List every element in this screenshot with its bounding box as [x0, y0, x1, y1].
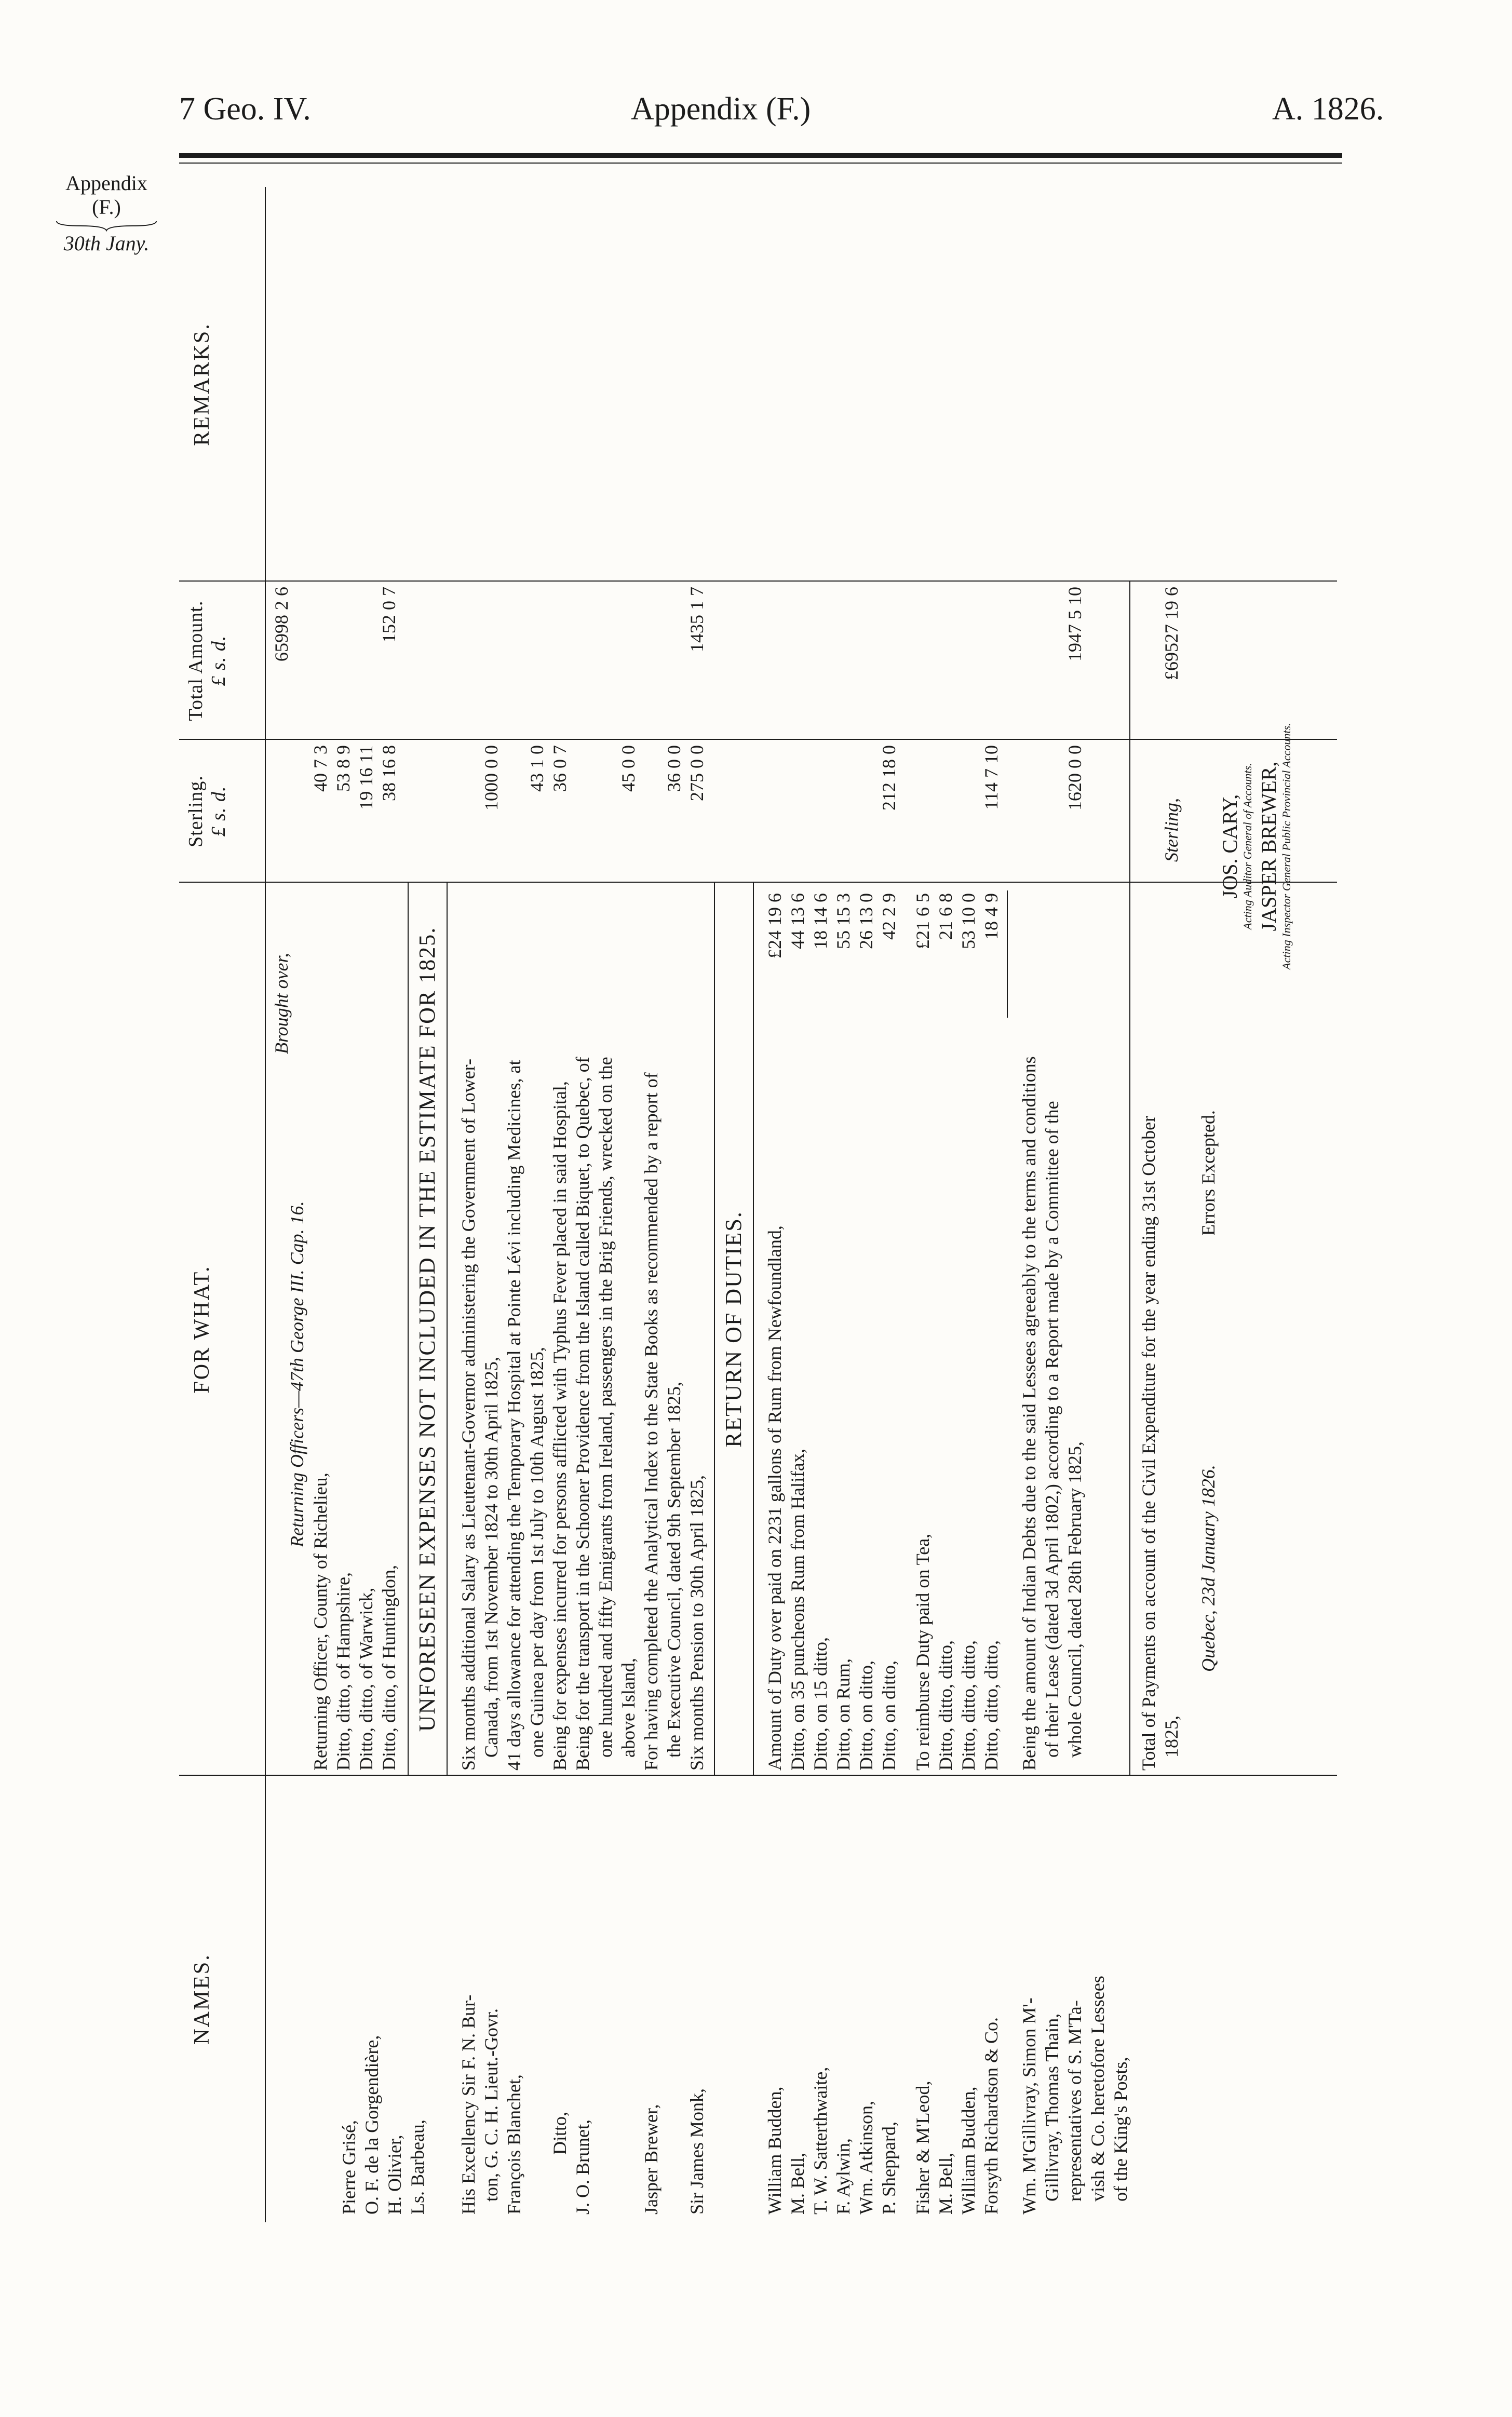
grand-total-label: 1825, [1161, 1716, 1182, 1758]
section-rule [714, 883, 715, 1776]
unforeseen-sterling: 43 1 0 [526, 745, 547, 792]
signature-name-2: JASPER BREWER, [1257, 761, 1280, 931]
unforeseen-desc: the Executive Council, dated 9th September 1825, [664, 1382, 684, 1758]
unforeseen-name: His Excellency Sir F. N. Bur- [458, 1994, 479, 2215]
returning-name: Ls. Barbeau, [407, 2119, 428, 2215]
unforeseen-desc: one hundred and fifty Emigrants from Ireland, passengers in the Brig Friends, wrecked on the [595, 1057, 616, 1758]
duties-desc: Ditto, on 35 puncheons Rum from Halifax, [787, 1449, 808, 1771]
duties-desc: Ditto, on ditto, [856, 1660, 876, 1771]
returning-sterling: 19 16 11 [356, 745, 376, 810]
col-divider [179, 882, 1337, 883]
unforeseen-sterling: 275 0 0 [686, 745, 707, 801]
returning-desc: Ditto, ditto, of Hampshire, [333, 1572, 354, 1771]
header-rule [179, 153, 1342, 158]
duties-name: P. Sheppard, [879, 2122, 899, 2215]
returning-name: H. Olivier, [384, 2135, 405, 2215]
unforeseen-name: Ditto, [549, 2111, 570, 2155]
unforeseen-desc: Being for expenses incurred for persons afflicted with Typhus Fever placed in said Hospital, [549, 1081, 570, 1771]
returning-name: Pierre Grisé, [339, 2120, 359, 2215]
unforeseen-sterling: 36 0 0 [664, 745, 684, 792]
duties-name: Forsyth Richardson & Co. [981, 2017, 1002, 2215]
duties-subamount: £21 6 5 [912, 893, 933, 949]
header-left: 7 Geo. IV. [179, 91, 311, 127]
duties-desc: Ditto, ditto, ditto, [935, 1640, 956, 1771]
unforeseen-heading: UNFORESEEN EXPENSES NOT INCLUDED IN THE ESTIMATE FOR 1825. [414, 926, 440, 1732]
returning-desc: Ditto, ditto, of Warwick, [356, 1587, 376, 1771]
total-rule [1129, 582, 1130, 1776]
col-header-for-what: FOR WHAT. [190, 1265, 214, 1394]
duties-subamount: 53 10 0 [958, 893, 979, 949]
unforeseen-sterling: 1000 0 0 [481, 745, 502, 811]
duties-subamount: 18 14 6 [810, 893, 831, 949]
unforeseen-name: J. O. Brunet, [572, 2119, 593, 2215]
returning-name: O. F. de la Gorgendière, [361, 2035, 382, 2215]
duties-subamount: £24 19 6 [764, 893, 785, 958]
duties-name: F. Aylwin, [833, 2138, 854, 2215]
unforeseen-desc: Six months Pension to 30th April 1825, [686, 1475, 707, 1771]
returning-total: 152 0 7 [379, 587, 399, 643]
signature-name-1: JOS. CARY, [1218, 794, 1241, 899]
duties-name: M. Bell, [935, 2152, 956, 2215]
duties-desc: Ditto, on ditto, [879, 1660, 899, 1771]
unforeseen-desc: one Guinea per day from 1st July to 10th August 1825, [526, 1347, 547, 1758]
duties-desc: Ditto, on Rum, [833, 1658, 854, 1771]
indian-desc: whole Council, dated 28th February 1825, [1064, 1441, 1085, 1758]
col-header-total [184, 582, 257, 740]
duties-subamount: 18 4 9 [981, 893, 1002, 940]
unforeseen-total: 1435 1 7 [686, 587, 707, 652]
indian-name: Gillivray, Thomas Thain, [1042, 2013, 1062, 2202]
duties-desc: Ditto, ditto, ditto, [981, 1640, 1002, 1771]
unforeseen-desc: Being for the transport in the Schooner Providence from the Island called Biquet, to Quebec, of [572, 1057, 593, 1771]
unforeseen-sterling: 45 0 0 [618, 745, 639, 792]
indian-desc: Being the amount of Indian Debts due to the said Lessees agreeably to the terms and conditions [1019, 1056, 1040, 1771]
margin-note-date: 30th Jany. [63, 232, 150, 255]
signature-title-1: Acting Auditor General of Accounts. [1241, 763, 1254, 930]
unforeseen-desc: Six months additional Salary as Lieutenant-Governor administering the Government of Lower- [458, 1059, 479, 1771]
duties-subamount: 55 15 3 [833, 893, 854, 949]
returning-sterling: 53 8 9 [333, 745, 354, 792]
duties-subamount: 42 2 9 [879, 893, 899, 940]
unforeseen-name: ton, G. C. H. Lieut.-Govr. [481, 2008, 502, 2202]
duties-name: Fisher & M'Leod, [912, 2081, 933, 2215]
duties-subamount: 21 6 8 [935, 893, 956, 940]
section-rule [447, 883, 448, 1776]
sterling-units: £ s. d. [208, 786, 230, 837]
col-header-remarks: REMARKS. [190, 322, 214, 446]
duties-name: Wm. Atkinson, [856, 2100, 876, 2215]
unforeseen-sterling: 36 0 7 [549, 745, 570, 792]
unforeseen-name: Jasper Brewer, [641, 2104, 662, 2215]
duties-desc: Ditto, on 15 ditto, [810, 1637, 831, 1771]
col-divider [179, 739, 1337, 740]
section-rule [753, 883, 754, 1776]
unforeseen-desc: Canada, from 1st November 1824 to 30th April 1825, [481, 1357, 502, 1758]
duties-name: William Budden, [958, 2086, 979, 2215]
indian-name: representatives of S. M'Ta- [1064, 2000, 1085, 2202]
returning-heading: Returning Officers—47th George III. Cap. 16. [287, 1201, 307, 1547]
header-right: A. 1826. [1272, 91, 1384, 127]
unforeseen-name: Sir James Monk, [686, 2088, 707, 2215]
returning-desc: Ditto, ditto, of Huntingdon, [379, 1565, 399, 1771]
unforeseen-desc: For having completed the Analytical Index to the State Books as recommended by a report of [641, 1072, 662, 1771]
col-header-names: NAMES. [190, 1953, 214, 2045]
errors-excepted: Errors Excepted. [1198, 1110, 1219, 1236]
duties-name: William Budden, [764, 2086, 785, 2215]
col-divider [179, 580, 1337, 582]
returning-sterling: 40 7 3 [310, 745, 331, 792]
indian-total: 1947 5 10 [1064, 587, 1085, 661]
section-rule [408, 883, 409, 1776]
subtotal-rule [1007, 890, 1008, 1018]
rotated-table [179, 187, 1337, 2222]
margin-brace [55, 220, 158, 232]
duties-name: M. Bell, [787, 2152, 808, 2215]
margin-note-appendix: Appendix [65, 171, 147, 195]
margin-note-letter: (F.) [92, 195, 121, 219]
indian-name: Wm. M'Gillivray, Simon M'- [1019, 1997, 1040, 2215]
duties-subamount: 26 13 0 [856, 893, 876, 949]
returning-sterling: 38 16 8 [379, 745, 399, 801]
duties-subamount: 44 13 6 [787, 893, 808, 949]
brought-over-label: Brought over, [271, 953, 292, 1054]
margin-note [47, 171, 166, 255]
grand-total-sterling-label: Sterling, [1161, 798, 1182, 862]
sterling-title: Sterling. [185, 775, 207, 847]
duties-name: T. W. Satterthwaite, [810, 2067, 831, 2215]
duties-desc: To reimburse Duty paid on Tea, [912, 1533, 933, 1771]
indian-name: of the King's Posts, [1110, 2057, 1131, 2202]
indian-sterling: 1620 0 0 [1064, 745, 1085, 811]
total-title: Total Amount. [185, 600, 207, 721]
col-header-sterling [184, 740, 257, 883]
duties-heading: RETURN OF DUTIES. [721, 1211, 746, 1448]
unforeseen-desc: above Island, [618, 1658, 639, 1758]
duties-sterling: 114 7 10 [981, 745, 1002, 810]
indian-desc: of their Lease (dated 3d April 1802,) according to a Report made by a Committee of the [1042, 1101, 1062, 1758]
brought-over-total: 65998 2 6 [271, 587, 292, 661]
indian-name: vish & Co. heretofore Lessees [1087, 1976, 1108, 2202]
signature-title-2: Acting Inspector General Public Provincial Accounts. [1280, 723, 1293, 970]
total-units: £ s. d. [208, 635, 230, 686]
grand-total-label: Total of Payments on account of the Civil Expenditure for the year ending 31st October [1138, 1115, 1159, 1771]
unforeseen-name: François Blanchet, [504, 2074, 524, 2215]
header-underline [265, 187, 266, 2222]
unforeseen-desc: 41 days allowance for attending the Temporary Hospital at Pointe Lévi including Medicines, at [504, 1060, 524, 1771]
header-rule-thin [179, 163, 1342, 164]
duties-desc: Amount of Duty over paid on 2231 gallons of Rum from Newfoundland, [764, 1225, 785, 1771]
grand-total-amount: £69527 19 6 [1161, 587, 1182, 680]
duties-sterling: 212 18 0 [879, 745, 899, 811]
col-divider [179, 1775, 1337, 1776]
returning-desc: Returning Officer, County of Richelieu, [310, 1473, 331, 1771]
header-center: Appendix (F.) [631, 91, 811, 127]
duties-desc: Ditto, ditto, ditto, [958, 1640, 979, 1771]
place-date: Quebec, 23d January 1826. [1198, 1465, 1219, 1672]
